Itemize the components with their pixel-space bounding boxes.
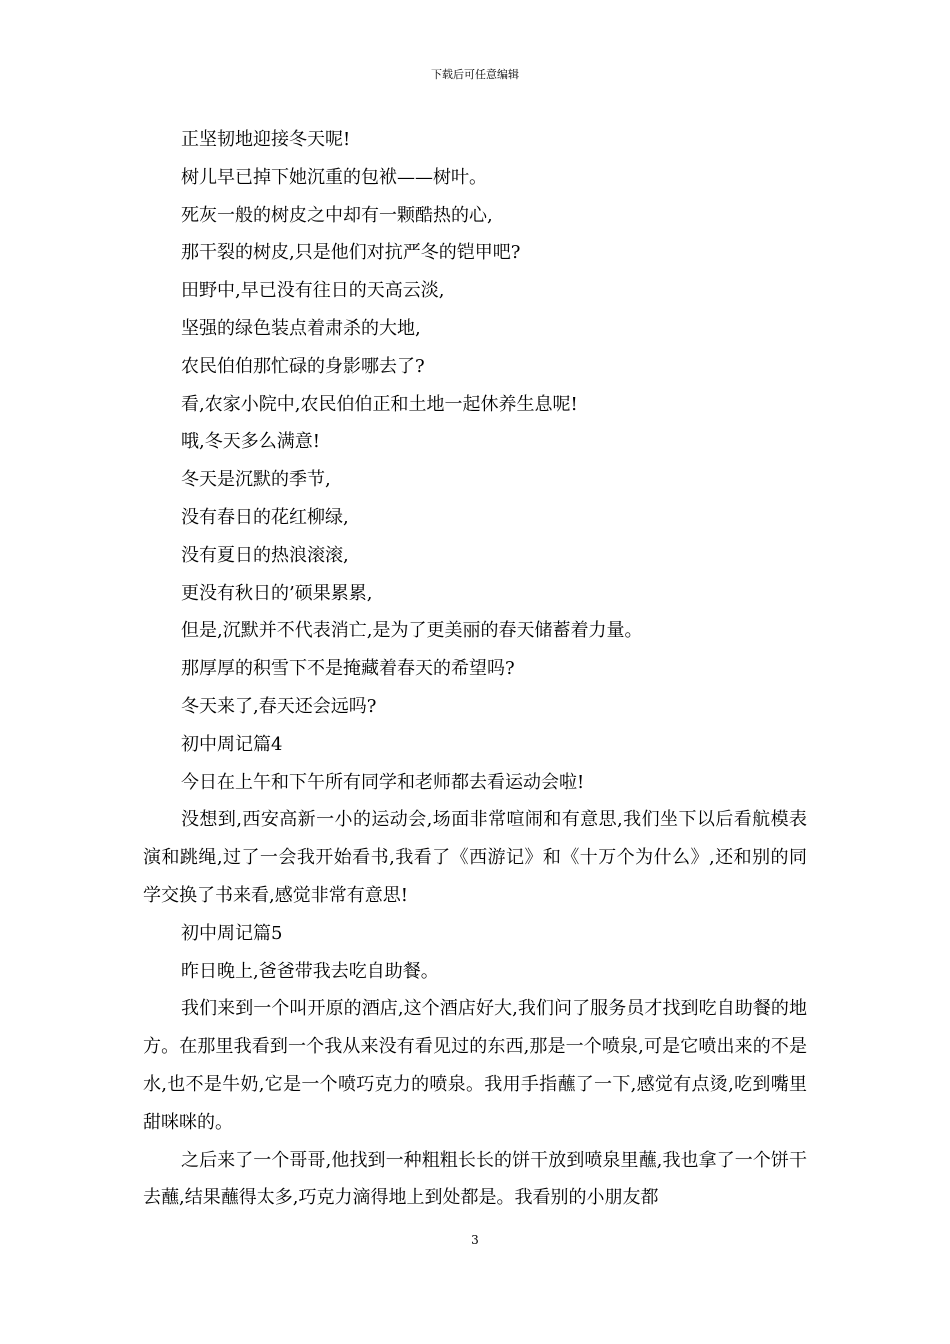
section-4-paragraph: 没想到,西安高新一小的运动会,场面非常喧闹和有意思,我们坐下以后看航模表演和跳绳,过了一会我开始看书,我看了《西游记》和《十万个为什么》,还和别的同学交换了书来看,感觉非常有意思! bbox=[143, 809, 807, 906]
section-5-intro: 昨日晚上,爸爸带我去吃自助餐。 bbox=[181, 960, 439, 982]
poem-line: 没有夏日的热浪滚滚, bbox=[181, 544, 349, 566]
poem-line: 树儿早已掉下她沉重的包袱——树叶。 bbox=[181, 166, 487, 188]
poem-line: 更没有秋日的’硕果累累, bbox=[181, 582, 373, 604]
poem-line: 冬天来了,春天还会远吗? bbox=[181, 695, 377, 717]
poem-line: 但是,沉默并不代表消亡,是为了更美丽的春天储蓄着力量。 bbox=[181, 620, 643, 642]
section-5-paragraph-2: 之后来了一个哥哥,他找到一种粗粗长长的饼干放到喷泉里蘸,我也拿了一个饼干去蘸,结果蘸得太多,巧克力滴得地上到处都是。我看别的小朋友都 bbox=[143, 1149, 807, 1209]
poem-line: 冬天是沉默的季节, bbox=[181, 469, 331, 491]
poem-line: 死灰一般的树皮之中却有一颗酷热的心, bbox=[181, 204, 493, 226]
poem-line: 看,农家小院中,农民伯伯正和土地一起休养生息呢! bbox=[181, 393, 578, 415]
poem-line: 哦,冬天多么满意! bbox=[181, 431, 320, 453]
section-5-title: 初中周记篇5 bbox=[181, 922, 283, 944]
document-body bbox=[143, 121, 807, 1217]
poem-line: 那干裂的树皮,只是他们对抗严冬的铠甲吧? bbox=[181, 242, 521, 264]
section-5-paragraph-1: 我们来到一个叫开原的酒店,这个酒店好大,我们问了服务员才找到吃自助餐的地方。在那里我看到一个我从来没有看见过的东西,那是一个喷泉,可是它喷出来的不是水,也不是牛奶,它是一个喷巧克力的喷泉。我用手指蘸了一下,感觉有点烫,吃到嘴里甜咪咪的。 bbox=[143, 998, 807, 1133]
poem-line: 田野中,早已没有往日的天高云淡, bbox=[181, 280, 445, 302]
poem-line: 没有春日的花红柳绿, bbox=[181, 506, 349, 528]
section-4-intro: 今日在上午和下午所有同学和老师都去看运动会啦! bbox=[181, 771, 585, 793]
poem-line: 坚强的绿色装点着肃杀的大地, bbox=[181, 317, 421, 339]
poem-line: 正坚韧地迎接冬天呢! bbox=[181, 129, 351, 150]
page-header: 下载后可任意编辑 bbox=[431, 68, 519, 81]
poem-line: 那厚厚的积雪下不是掩藏着春天的希望吗? bbox=[181, 658, 515, 680]
section-4-title: 初中周记篇4 bbox=[181, 733, 283, 755]
page-number: 3 bbox=[471, 1233, 479, 1247]
poem-line: 农民伯伯那忙碌的身影哪去了? bbox=[181, 355, 425, 377]
